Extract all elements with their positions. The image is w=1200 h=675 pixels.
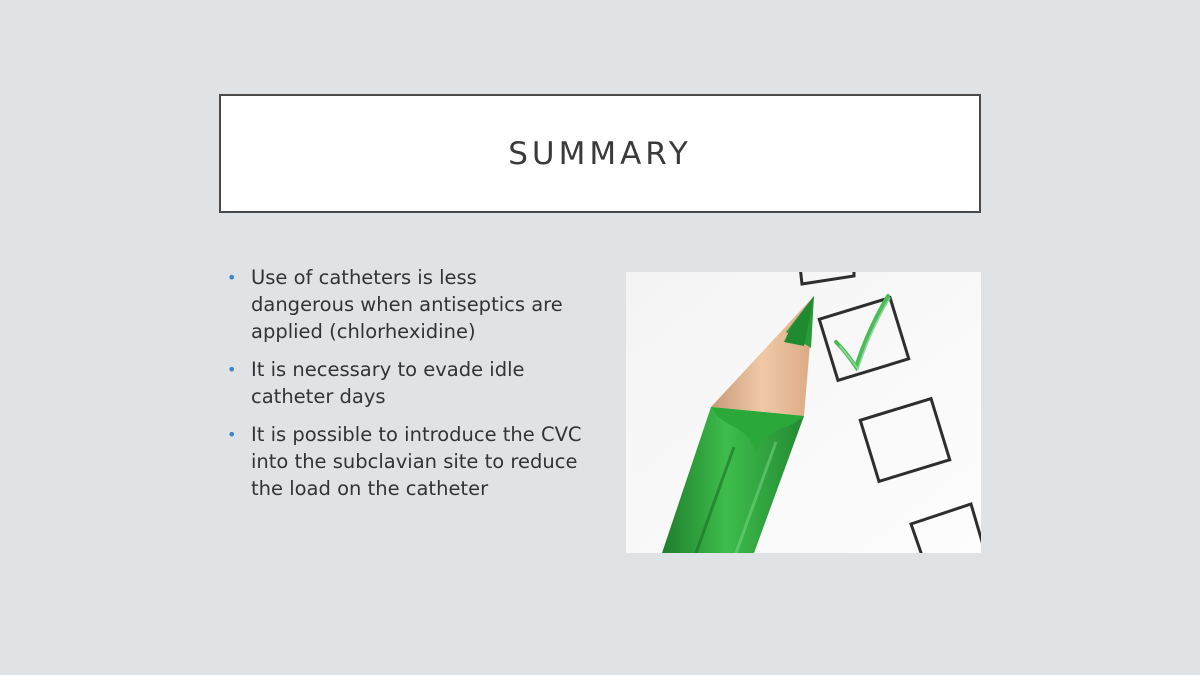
bullet-text: It is possible to introduce the CVC into the subclavian site to reduce the load on the catheter — [251, 423, 582, 500]
bullet-marker: • — [227, 268, 237, 287]
checklist-pencil-illustration — [626, 272, 981, 553]
bullet-text: Use of catheters is less dangerous when antiseptics are applied (chlorhexidine) — [251, 266, 563, 343]
bullet-item — [226, 356, 586, 410]
bullet-marker: • — [227, 360, 237, 379]
bullet-marker: • — [227, 425, 237, 444]
slide-title: SUMMARY — [508, 135, 692, 172]
bullet-item — [226, 421, 586, 502]
bullet-item — [226, 264, 586, 345]
title-box — [219, 94, 981, 213]
bullet-text: It is necessary to evade idle catheter days — [251, 358, 525, 408]
bullet-list — [226, 264, 586, 513]
checklist-pencil-image — [626, 272, 981, 553]
